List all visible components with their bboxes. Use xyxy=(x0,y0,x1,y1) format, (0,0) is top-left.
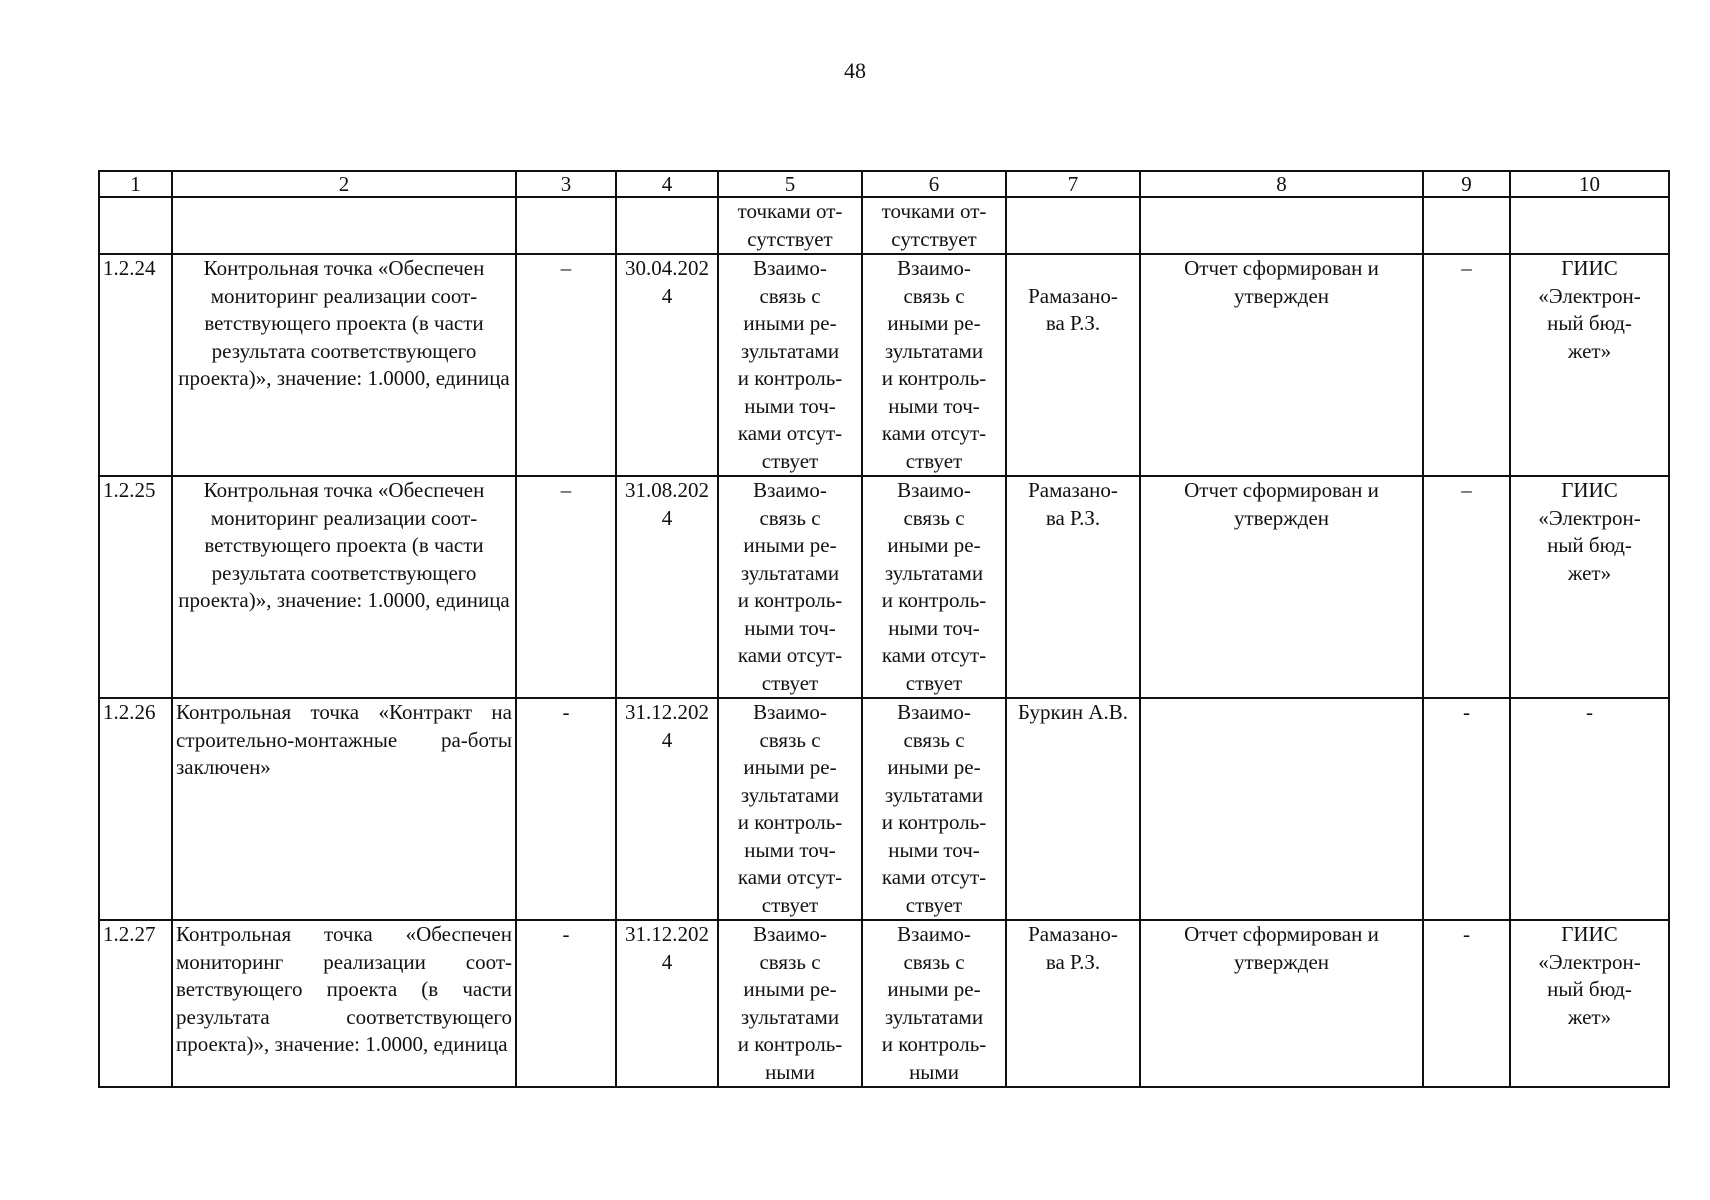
row-number: 1.2.24 xyxy=(99,254,172,476)
table-cell xyxy=(1006,197,1140,254)
table-cell xyxy=(1510,197,1669,254)
table-row xyxy=(99,920,1669,1087)
table-row xyxy=(99,476,1669,698)
table-cell xyxy=(1423,197,1510,254)
information-system: ГИИС «Электрон- ный бюд- жет» xyxy=(1510,920,1669,1087)
table-row xyxy=(99,698,1669,920)
column-9-value: – xyxy=(1423,476,1510,698)
responsible-person: Буркин А.В. xyxy=(1006,698,1140,920)
due-date: 31.12.2024 xyxy=(616,698,718,920)
column-9-value: - xyxy=(1423,920,1510,1087)
information-system: ГИИС «Электрон- ный бюд- жет» xyxy=(1510,476,1669,698)
column-3-value: – xyxy=(516,254,616,476)
relation-cell: точками от- сутствует xyxy=(718,197,862,254)
relation-cell: Взаимо- связь с иными ре- зультатами и контроль- ными точ- ками отсут- ствует xyxy=(862,698,1006,920)
result-document: Отчет сформирован и утвержден xyxy=(1140,476,1423,698)
column-9-value: - xyxy=(1423,698,1510,920)
continuation-row xyxy=(99,197,1669,254)
relation-cell: Взаимо- связь с иными ре- зультатами и контроль- ными точ- ками отсут- ствует xyxy=(862,476,1006,698)
row-number: 1.2.27 xyxy=(99,920,172,1087)
result-document xyxy=(1140,698,1423,920)
column-header: 8 xyxy=(1140,171,1423,197)
column-header: 2 xyxy=(172,171,516,197)
column-3-value: – xyxy=(516,476,616,698)
relation-cell: Взаимо- связь с иными ре- зультатами и контроль- ными xyxy=(862,920,1006,1087)
relation-cell: Взаимо- связь с иными ре- зультатами и контроль- ными точ- ками отсут- ствует xyxy=(718,476,862,698)
relation-cell: точками от- сутствует xyxy=(862,197,1006,254)
result-document: Отчет сформирован и утвержден xyxy=(1140,254,1423,476)
responsible-person: Рамазано- ва Р.З. xyxy=(1006,476,1140,698)
row-number: 1.2.25 xyxy=(99,476,172,698)
column-header: 3 xyxy=(516,171,616,197)
due-date: 31.08.202 4 xyxy=(616,476,718,698)
row-number: 1.2.26 xyxy=(99,698,172,920)
table-cell xyxy=(99,197,172,254)
control-points-table xyxy=(98,170,1670,1088)
column-header: 7 xyxy=(1006,171,1140,197)
column-header: 10 xyxy=(1510,171,1669,197)
column-header: 5 xyxy=(718,171,862,197)
column-9-value: – xyxy=(1423,254,1510,476)
information-system: - xyxy=(1510,698,1669,920)
responsible-person: Рамазано- ва Р.З. xyxy=(1006,254,1140,476)
control-point-name: Контрольная точка «Обеспечен мониторинг реализации соот-ветствующего проекта (в части результата соответствующего проекта)», значение: 1.0000, единица xyxy=(172,476,516,698)
page-number: 48 xyxy=(844,58,866,83)
column-3-value: - xyxy=(516,920,616,1087)
table-cell xyxy=(616,197,718,254)
table-cell xyxy=(1140,197,1423,254)
control-point-name: Контрольная точка «Контракт на строительно-монтажные ра-боты заключен» xyxy=(172,698,516,920)
due-date: 31.12.2024 xyxy=(616,920,718,1087)
due-date: 30.04.202 4 xyxy=(616,254,718,476)
column-3-value: - xyxy=(516,698,616,920)
relation-cell: Взаимо- связь с иными ре- зультатами и контроль- ными точ- ками отсут- ствует xyxy=(718,698,862,920)
control-point-name: Контрольная точка «Обеспечен мониторинг реализации соот-ветствующего проекта (в части результата соответствующего проекта)», значение: 1.0000, единица xyxy=(172,920,516,1087)
column-header: 1 xyxy=(99,171,172,197)
column-header: 9 xyxy=(1423,171,1510,197)
responsible-person: Рамазано- ва Р.З. xyxy=(1006,920,1140,1087)
control-point-name: Контрольная точка «Обеспечен мониторинг реализации соот-ветствующего проекта (в части результата соответствующего проекта)», значение: 1.0000, единица xyxy=(172,254,516,476)
table-row xyxy=(99,254,1669,476)
table-cell xyxy=(516,197,616,254)
column-header: 4 xyxy=(616,171,718,197)
relation-cell: Взаимо- связь с иными ре- зультатами и контроль- ными xyxy=(718,920,862,1087)
table-cell xyxy=(172,197,516,254)
header-row xyxy=(99,171,1669,197)
relation-cell: Взаимо- связь с иными ре- зультатами и контроль- ными точ- ками отсут- ствует xyxy=(718,254,862,476)
information-system: ГИИС «Электрон- ный бюд- жет» xyxy=(1510,254,1669,476)
relation-cell: Взаимо- связь с иными ре- зультатами и контроль- ными точ- ками отсут- ствует xyxy=(862,254,1006,476)
column-header: 6 xyxy=(862,171,1006,197)
result-document: Отчет сформирован и утвержден xyxy=(1140,920,1423,1087)
